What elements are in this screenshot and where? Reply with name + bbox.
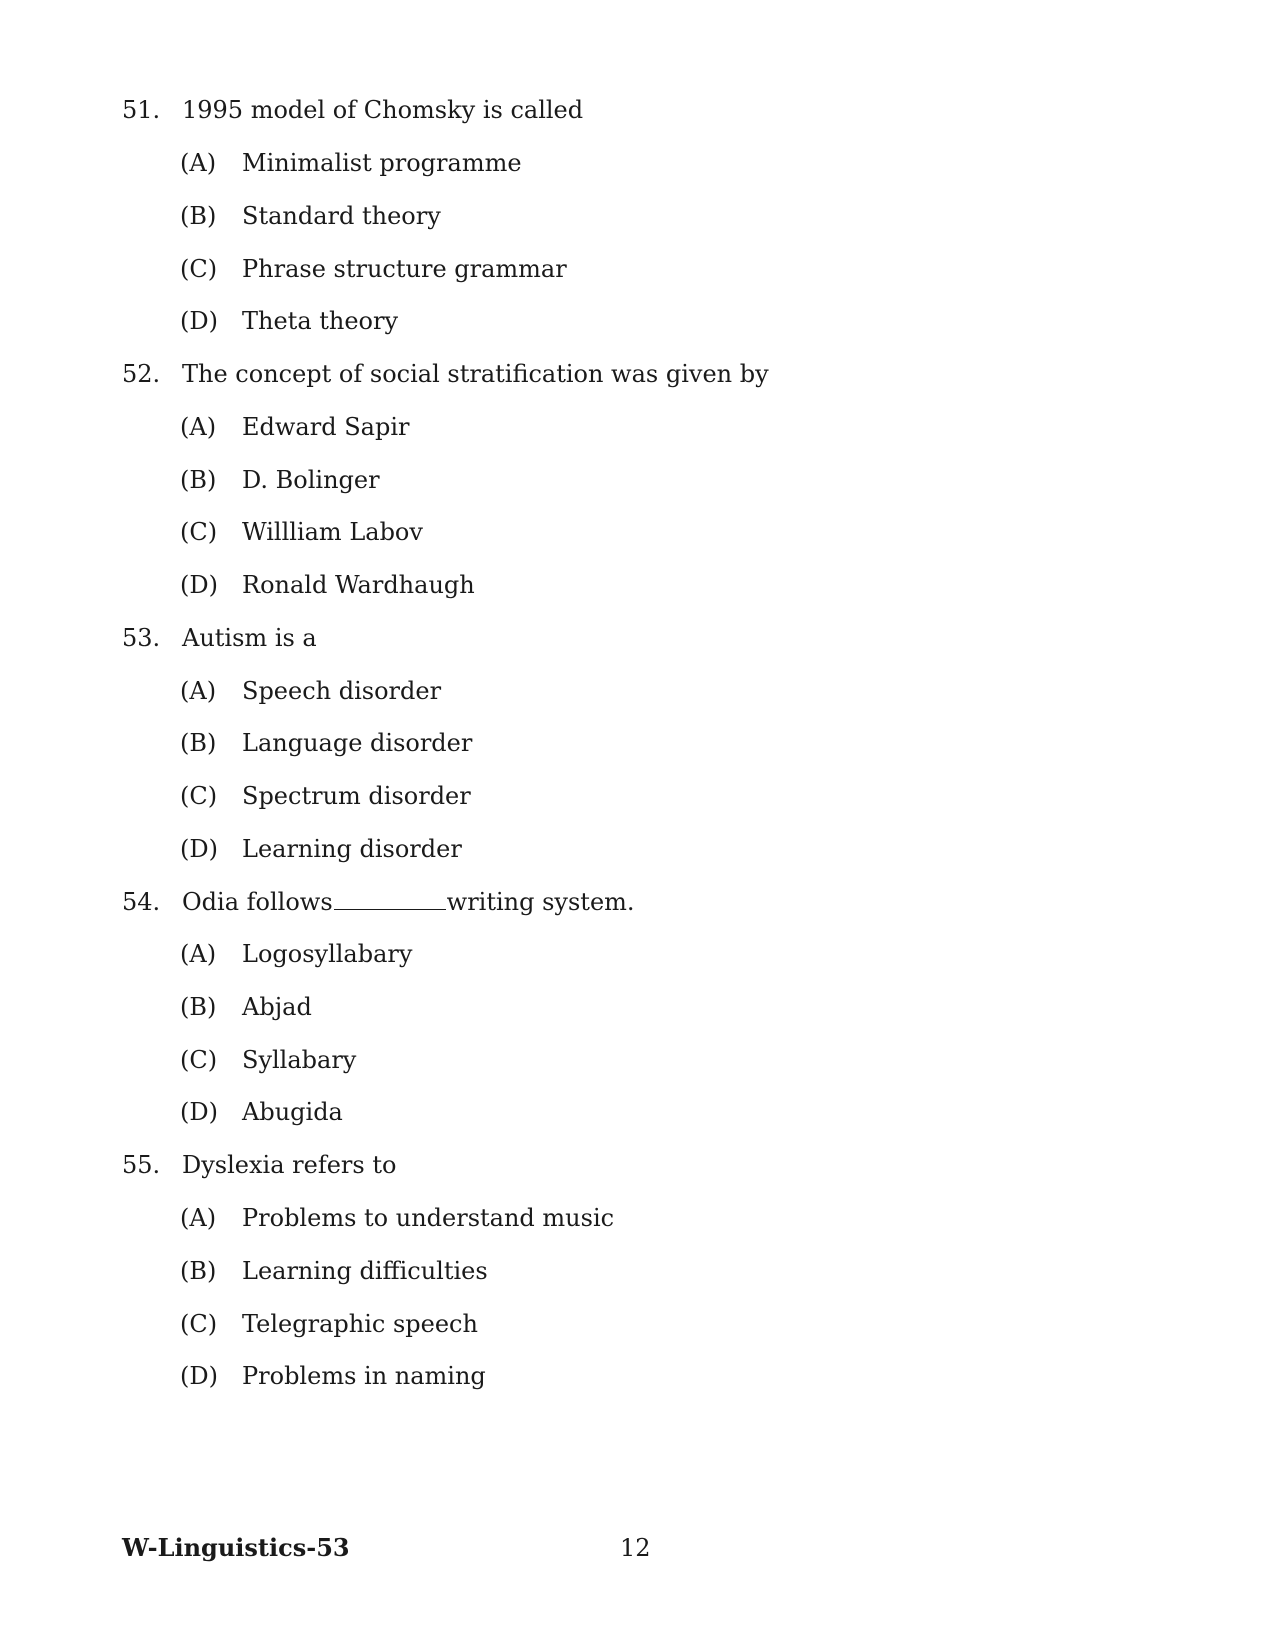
question-stem [122, 622, 317, 654]
option-letter: (D) [180, 1362, 218, 1390]
option-letter: (D) [180, 571, 218, 599]
option-c [180, 516, 423, 548]
option-a [180, 147, 522, 179]
option-b [180, 1255, 488, 1287]
option-a [180, 1202, 614, 1234]
option-letter: (A) [180, 940, 217, 968]
question-number: 53. [122, 624, 161, 652]
option-d [180, 569, 475, 601]
option-b [180, 464, 380, 496]
option-letter: (A) [180, 413, 217, 441]
option-letter: (D) [180, 835, 218, 863]
option-b [180, 991, 312, 1023]
question-number: 54. [122, 888, 161, 916]
option-d [180, 1360, 486, 1392]
option-letter: (C) [180, 518, 218, 546]
option-text: Abugida [242, 1098, 343, 1126]
option-text: Logosyllabary [242, 940, 413, 968]
option-letter: (B) [180, 729, 217, 757]
option-d [180, 833, 462, 865]
option-c [180, 1308, 478, 1340]
option-letter: (C) [180, 255, 218, 283]
option-a [180, 411, 409, 443]
question-stem [122, 1149, 396, 1181]
question-text-before-blank: Odia follows [182, 888, 333, 916]
option-text: Ronald Wardhaugh [242, 571, 475, 599]
option-text: Language disorder [242, 729, 473, 757]
option-text: Phrase structure grammar [242, 255, 567, 283]
question-text: Dyslexia refers to [182, 1151, 397, 1179]
option-d [180, 305, 398, 337]
option-text: Learning difficulties [242, 1257, 488, 1285]
option-letter: (C) [180, 782, 218, 810]
question-stem [122, 358, 769, 390]
question-text-after-blank: writing system. [446, 888, 635, 916]
option-c [180, 1044, 356, 1076]
option-letter: (A) [180, 677, 217, 705]
option-c [180, 253, 567, 285]
option-c [180, 780, 471, 812]
option-text: Spectrum disorder [242, 782, 471, 810]
fill-in-blank [334, 887, 446, 910]
option-text: Problems in naming [242, 1362, 486, 1390]
option-b [180, 200, 441, 232]
option-letter: (D) [180, 307, 218, 335]
option-d [180, 1096, 343, 1128]
option-letter: (A) [180, 149, 217, 177]
option-letter: (B) [180, 202, 217, 230]
question-text: The concept of social stratification was given by [182, 360, 769, 388]
question-stem [122, 94, 583, 126]
option-letter: (C) [180, 1046, 218, 1074]
option-text: Edward Sapir [242, 413, 410, 441]
option-text: D. Bolinger [242, 466, 380, 494]
page-number: 12 [620, 1534, 651, 1562]
question-number: 52. [122, 360, 161, 388]
option-text: Telegraphic speech [242, 1310, 478, 1338]
question-text: 1995 model of Chomsky is called [182, 96, 584, 124]
option-text: Standard theory [242, 202, 441, 230]
question-number: 51. [122, 96, 161, 124]
option-letter: (A) [180, 1204, 217, 1232]
option-letter: (D) [180, 1098, 218, 1126]
question-text: Autism is a [182, 624, 317, 652]
option-text: Abjad [242, 993, 312, 1021]
paper-code: W-Linguistics-53 [122, 1533, 350, 1562]
question-stem [122, 886, 635, 918]
option-text: Willliam Labov [242, 518, 423, 546]
option-letter: (C) [180, 1310, 218, 1338]
option-text: Theta theory [242, 307, 399, 335]
option-text: Problems to understand music [242, 1204, 615, 1232]
option-text: Minimalist programme [242, 149, 522, 177]
option-text: Speech disorder [242, 677, 442, 705]
option-b [180, 727, 472, 759]
option-letter: (B) [180, 1257, 217, 1285]
option-letter: (B) [180, 466, 217, 494]
option-text: Syllabary [242, 1046, 357, 1074]
option-text: Learning disorder [242, 835, 462, 863]
option-a [180, 938, 412, 970]
question-number: 55. [122, 1151, 161, 1179]
option-letter: (B) [180, 993, 217, 1021]
option-a [180, 675, 441, 707]
